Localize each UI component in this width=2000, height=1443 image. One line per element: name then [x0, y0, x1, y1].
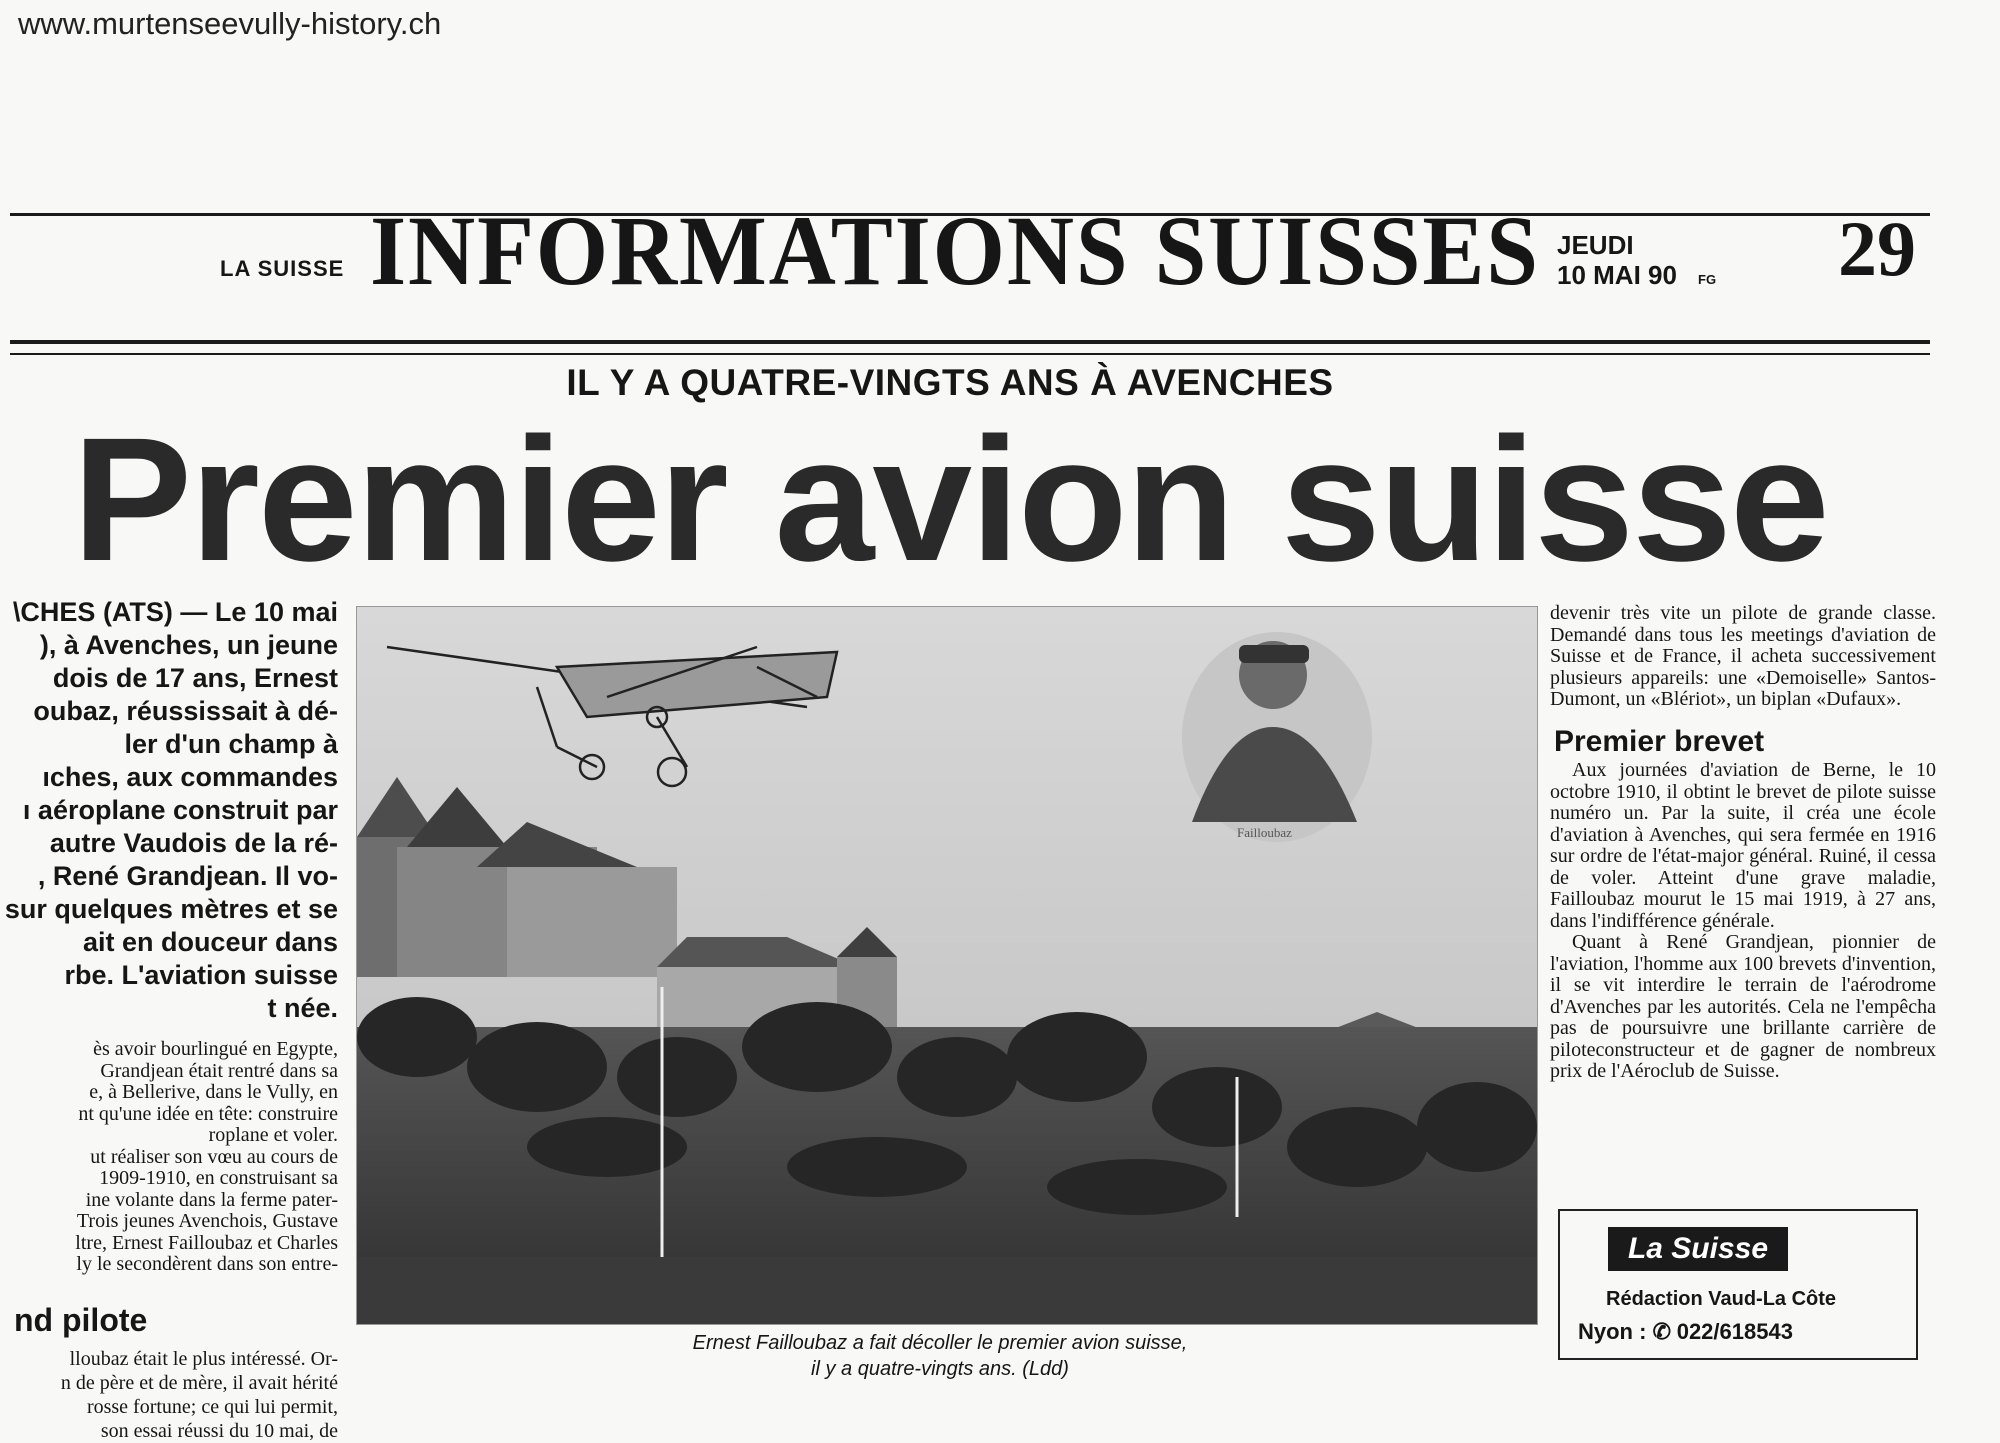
right-paragraph-1: devenir très vite un pilote de grande classe. Demandé dans tous les meetings d'aviation de Suisse et de France, il acheta successivement plusieurs appareils: une «Demoiselle» Santos-Dumont, un «Blériot», un biplan «Dufaux».	[1550, 602, 1936, 710]
body-line: ut réaliser son vœu au cours de	[90, 1145, 338, 1168]
lead-line: dois de 17 ans, Ernest	[52, 663, 338, 693]
lead-line: \CHES (ATS) — Le 10 mai	[12, 597, 338, 627]
lead-line: ıches, aux commandes	[42, 762, 338, 792]
lead-line: ait en douceur dans	[82, 927, 338, 957]
lead-line: sur quelques mètres et se	[4, 894, 338, 924]
body-line: rosse fortune; ce qui lui permit,	[86, 1395, 338, 1418]
telephone-icon: ✆	[1652, 1319, 1672, 1344]
body-line: Grandjean était rentré dans sa	[100, 1059, 338, 1082]
caption-line-2: il y a quatre-vingts ans. (Ldd)	[811, 1358, 1069, 1380]
lead-line: oubaz, réussissait à dé-	[33, 696, 338, 726]
photo-caption	[560, 1330, 1320, 1382]
masthead-rule	[10, 340, 1930, 344]
phone-label: Nyon :	[1578, 1319, 1647, 1344]
page-number: 29	[1838, 205, 1916, 292]
portrait-inset	[1182, 632, 1372, 842]
right-column	[1550, 603, 1936, 1083]
lead-line: autre Vaudois de la ré-	[49, 828, 338, 858]
left-column	[0, 596, 338, 1443]
phone-line	[1578, 1319, 1793, 1345]
right-subhead: Premier brevet	[1554, 724, 1765, 758]
lead-line: t née.	[267, 993, 338, 1023]
svg-text:Failloubaz: Failloubaz	[1237, 825, 1292, 840]
body-line: ès avoir bourlingué en Egypte,	[93, 1038, 338, 1060]
body-line: ly le secondèrent dans son entre-	[76, 1253, 338, 1275]
phone-number: 022/618543	[1676, 1319, 1793, 1344]
right-paragraph-2: Aux journées d'aviation de Berne, le 10 octobre 1910, il obtint le brevet de pilote suisse numéro un. Par la suite, il créa une école d'aviation à Avenches, qui sera fermée en 1916 sur ordre de l'état-major général. Ruiné, il cessa de voler. Atteint d'une grave maladie, Failloubaz mourut le 15 mai 1919, à 27 ans, dans l'indifférence générale.	[1550, 759, 1936, 932]
body-line: ine volante dans la ferme pater-	[85, 1188, 338, 1211]
body-line: lloubaz était le plus intéressé. Or-	[69, 1347, 338, 1370]
body-line: roplane et voler.	[208, 1124, 338, 1146]
article-photo	[356, 606, 1538, 1325]
editorial-office: Rédaction Vaud-La Côte	[1606, 1288, 1837, 1310]
site-url: www.murtenseevully-history.ch	[18, 6, 442, 41]
body-line: nt qu'une idée en tête: construire	[78, 1102, 338, 1125]
date-full: 10 MAI 90	[1557, 260, 1677, 290]
lead-line: , René Grandjean. Il vo-	[37, 861, 338, 891]
article-headline: Premier avion suisse	[72, 402, 1828, 598]
left-body-2	[0, 1347, 338, 1443]
lead-line: ı aéroplane construit par	[22, 795, 338, 825]
lead-line: rbe. L'aviation suisse	[64, 960, 338, 990]
caption-line-1: Ernest Failloubaz a fait décoller le premier avion suisse,	[692, 1332, 1188, 1354]
masthead-rule	[10, 353, 1930, 355]
article-kicker: IL Y A QUATRE-VINGTS ANS À AVENCHES	[566, 362, 1334, 403]
body-line: ltre, Ernest Failloubaz et Charles	[75, 1231, 338, 1254]
section-title: INFORMATIONS SUISSES	[370, 195, 1540, 306]
body-line: son essai réussi du 10 mai, de	[100, 1419, 338, 1442]
body-line: Trois jeunes Avenchois, Gustave	[76, 1210, 338, 1232]
date-mark: FG	[1698, 272, 1717, 287]
photo-illustration	[357, 607, 1537, 1324]
lead-line: ), à Avenches, un jeune	[39, 630, 338, 660]
body-line: 1909-1910, en construisant sa	[99, 1167, 338, 1189]
lead-line: ler d'un champ à	[124, 729, 338, 759]
body-line: n de père et de mère, il avait hérité	[60, 1371, 338, 1394]
right-paragraph-3: Quant à René Grandjean, pionnier de l'aviation, l'homme aux 100 brevets d'invention, il se vit interdire le terrain de l'aérodrome d'Avenches par les autorités. Cela ne l'empêcha pas de poursuivre une brillante carrière de piloteconstructeur et de gagner de nombreux prix de l'Aéroclub de Suisse.	[1550, 931, 1936, 1082]
left-body	[0, 1039, 338, 1276]
article-lead	[0, 596, 338, 1025]
left-subhead: nd pilote	[14, 1301, 148, 1338]
rubric-label: LA SUISSE	[220, 256, 345, 281]
body-line: e, à Bellerive, dans le Vully, en	[89, 1081, 338, 1103]
date-day: JEUDI	[1557, 230, 1634, 260]
newspaper-logo: La Suisse	[1608, 1227, 1788, 1271]
contact-box	[1558, 1209, 1918, 1360]
